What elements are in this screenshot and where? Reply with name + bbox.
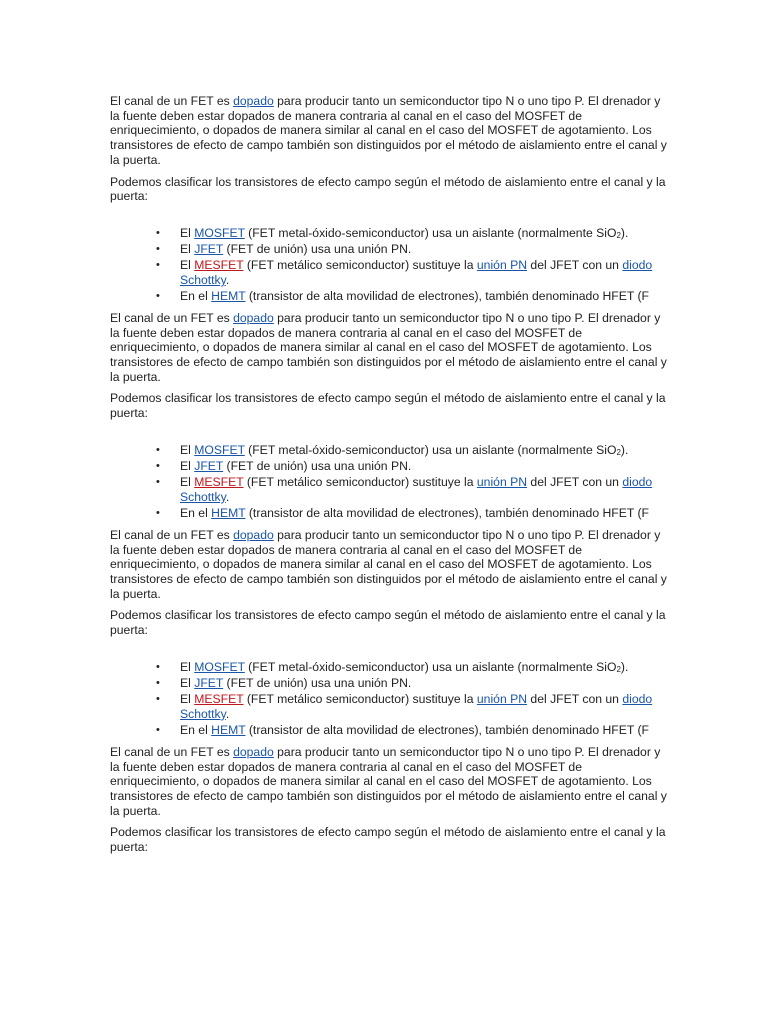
list-item-hemt: • En el HEMT (transistor de alta movilidad de electrones), también denominado HFET (F — [180, 506, 670, 521]
link-mesfet[interactable]: MESFET — [194, 258, 244, 273]
link-jfet[interactable]: JFET — [194, 459, 224, 474]
link-jfet[interactable]: JFET — [194, 676, 224, 690]
link-dopado[interactable]: dopado — [233, 744, 274, 759]
link-mesfet[interactable]: MESFET — [194, 692, 244, 707]
fet-types-list — [110, 211, 670, 304]
link-union-pn[interactable]: unión PN — [476, 258, 528, 273]
link-jfet[interactable]: JFET — [194, 242, 224, 257]
link-diodo-schottky[interactable]: diodo Schottky — [180, 692, 653, 721]
paragraph-fet-channel: El canal de un FET es dopado para producir tanto un semiconductor tipo N o uno tipo P. El drenador y la fuente deben estar dopados de manera contraria al canal en el caso del MOSFET de enriquecimiento, o dopados de manera similar al canal en el caso del MOSFET de agotamiento. Los transistores de efecto de campo también son distinguidos por el método de aislamiento entre el canal y la puerta. — [110, 310, 667, 384]
link-mosfet[interactable]: MOSFET — [194, 442, 245, 457]
link-union-pn[interactable]: unión PN — [476, 692, 528, 707]
link-dopado[interactable]: dopado — [233, 94, 274, 108]
paragraph-classification: Podemos clasificar los transistores de efecto campo según el método de aislamiento entre el canal y la puerta: — [110, 608, 666, 638]
paragraph-classification: Podemos clasificar los transistores de efecto campo según el método de aislamiento entre el canal y la puerta: — [110, 391, 666, 421]
list-item-jfet: • El JFET (FET de unión) usa una unión PN. — [180, 676, 670, 691]
list-item-mesfet: • El MESFET (FET metálico semiconductor) sustituye la unión PN del JFET con un diodo Schottky. — [180, 475, 670, 504]
link-hemt[interactable]: HEMT — [211, 723, 246, 738]
list-item-mosfet: • El MOSFET (FET metal-óxido-semiconductor) usa un aislante (normalmente SiO$_2$). — [180, 226, 670, 241]
list-item-mesfet: • El MESFET (FET metálico semiconductor) sustituye la unión PN del JFET con un diodo Schottky. — [180, 692, 670, 721]
link-diodo-schottky[interactable]: diodo Schottky — [180, 475, 653, 504]
paragraph-classification: Podemos clasificar los transistores de efecto campo según el método de aislamiento entre el canal y la puerta: — [110, 174, 666, 204]
list-item-mesfet: • El MESFET (FET metálico semiconductor) sustituye la unión PN del JFET con un diodo Schottky. — [180, 258, 670, 287]
list-item-jfet: • El JFET (FET de unión) usa una unión PN. — [180, 459, 670, 474]
list-item-mosfet: • El MOSFET (FET metal-óxido-semiconductor) usa un aislante (normalmente SiO$_2$). — [180, 443, 670, 458]
link-hemt[interactable]: HEMT — [211, 506, 246, 521]
paragraph-classification: Podemos clasificar los transistores de efecto campo según el método de aislamiento entre el canal y la puerta: — [110, 825, 666, 855]
paragraph-fet-channel: El canal de un FET es dopado para producir tanto un semiconductor tipo N o uno tipo P. El drenador y la fuente deben estar dopados de manera contraria al canal en el caso del MOSFET de enriquecimiento, o dopados de manera similar al canal en el caso del MOSFET de agotamiento. Los transistores de efecto de campo también son distinguidos por el método de aislamiento entre el canal y la puerta. — [110, 94, 667, 167]
fet-types-list — [110, 428, 670, 521]
link-diodo-schottky[interactable]: diodo Schottky — [180, 258, 653, 288]
link-mosfet[interactable]: MOSFET — [194, 659, 245, 674]
fet-types-list — [110, 645, 670, 738]
paragraph-fet-channel: El canal de un FET es dopado para producir tanto un semiconductor tipo N o uno tipo P. El drenador y la fuente deben estar dopados de manera contraria al canal en el caso del MOSFET de enriquecimiento, o dopados de manera similar al canal en el caso del MOSFET de agotamiento. Los transistores de efecto de campo también son distinguidos por el método de aislamiento entre el canal y la puerta. — [110, 527, 667, 601]
link-dopado[interactable]: dopado — [233, 310, 274, 325]
list-item-jfet: • El JFET (FET de unión) usa una unión PN. — [180, 242, 670, 257]
document-body — [110, 94, 670, 862]
list-item-hemt: • En el HEMT (transistor de alta movilidad de electrones), también denominado HFET (F — [180, 723, 670, 738]
link-mesfet[interactable]: MESFET — [194, 475, 244, 490]
link-hemt[interactable]: HEMT — [211, 289, 246, 304]
link-union-pn[interactable]: unión PN — [476, 475, 528, 490]
link-mosfet[interactable]: MOSFET — [194, 225, 245, 240]
list-item-hemt: • En el HEMT (transistor de alta movilidad de electrones), también denominado HFET (F — [180, 289, 670, 304]
link-dopado[interactable]: dopado — [233, 527, 274, 542]
list-item-mosfet: • El MOSFET (FET metal-óxido-semiconductor) usa un aislante (normalmente SiO$_2$). — [180, 660, 670, 675]
paragraph-fet-channel: El canal de un FET es dopado para producir tanto un semiconductor tipo N o uno tipo P. El drenador y la fuente deben estar dopados de manera contraria al canal en el caso del MOSFET de enriquecimiento, o dopados de manera similar al canal en el caso del MOSFET de agotamiento. Los transistores de efecto de campo también son distinguidos por el método de aislamiento entre el canal y la puerta. — [110, 744, 667, 818]
